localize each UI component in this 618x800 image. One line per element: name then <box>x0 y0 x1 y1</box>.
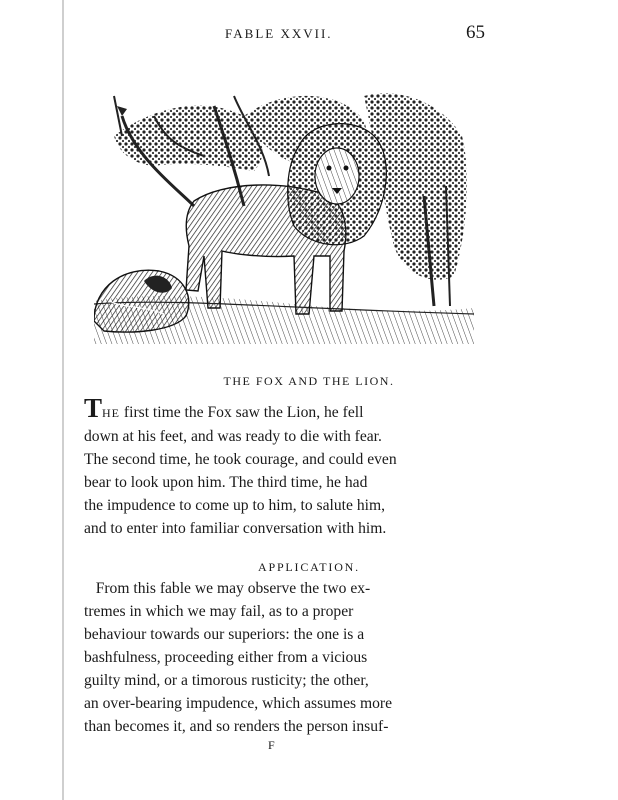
fable-paragraph <box>84 393 474 540</box>
application-line: behaviour towards our superiors: the one is a <box>84 626 365 643</box>
fable-line <box>84 393 474 425</box>
application-paragraph <box>84 577 474 738</box>
application-heading: APPLICATION. <box>258 560 360 574</box>
fable-line: down at his feet, and was ready to die with fear. <box>84 428 382 445</box>
page-header <box>0 22 618 46</box>
running-title: FABLE XXVII. <box>225 26 333 41</box>
application-line: than becomes it, and so renders the person insuf- <box>84 718 389 735</box>
page-number: 65 <box>466 22 485 43</box>
fable-line-text: first time the Fox saw the Lion, he fell <box>120 404 364 421</box>
application-line: tremes in which we may fail, as to a proper <box>84 603 354 620</box>
lion-fox-woodcut-illustration <box>94 76 474 344</box>
opening-small-caps: HE <box>102 406 121 420</box>
page-binding-edge <box>62 0 64 800</box>
fable-line: the impudence to come up to him, to salute him, <box>84 497 385 514</box>
application-line: guilty mind, or a timorous rusticity; the other, <box>84 672 369 689</box>
illustration-caption: THE FOX AND THE LION. <box>223 374 395 388</box>
application-line: bashfulness, proceeding either from a vicious <box>84 649 368 666</box>
signature-mark: F <box>268 738 275 752</box>
fable-line: The second time, he took courage, and could even <box>84 451 397 468</box>
fable-line: and to enter into familiar conversation with him. <box>84 520 387 537</box>
application-line: an over-bearing impudence, which assumes more <box>84 695 392 712</box>
fable-line: bear to look upon him. The third time, he had <box>84 474 368 491</box>
application-line: From this fable we may observe the two ex- <box>84 580 371 597</box>
drop-cap: T <box>84 393 103 423</box>
fox <box>94 270 189 332</box>
